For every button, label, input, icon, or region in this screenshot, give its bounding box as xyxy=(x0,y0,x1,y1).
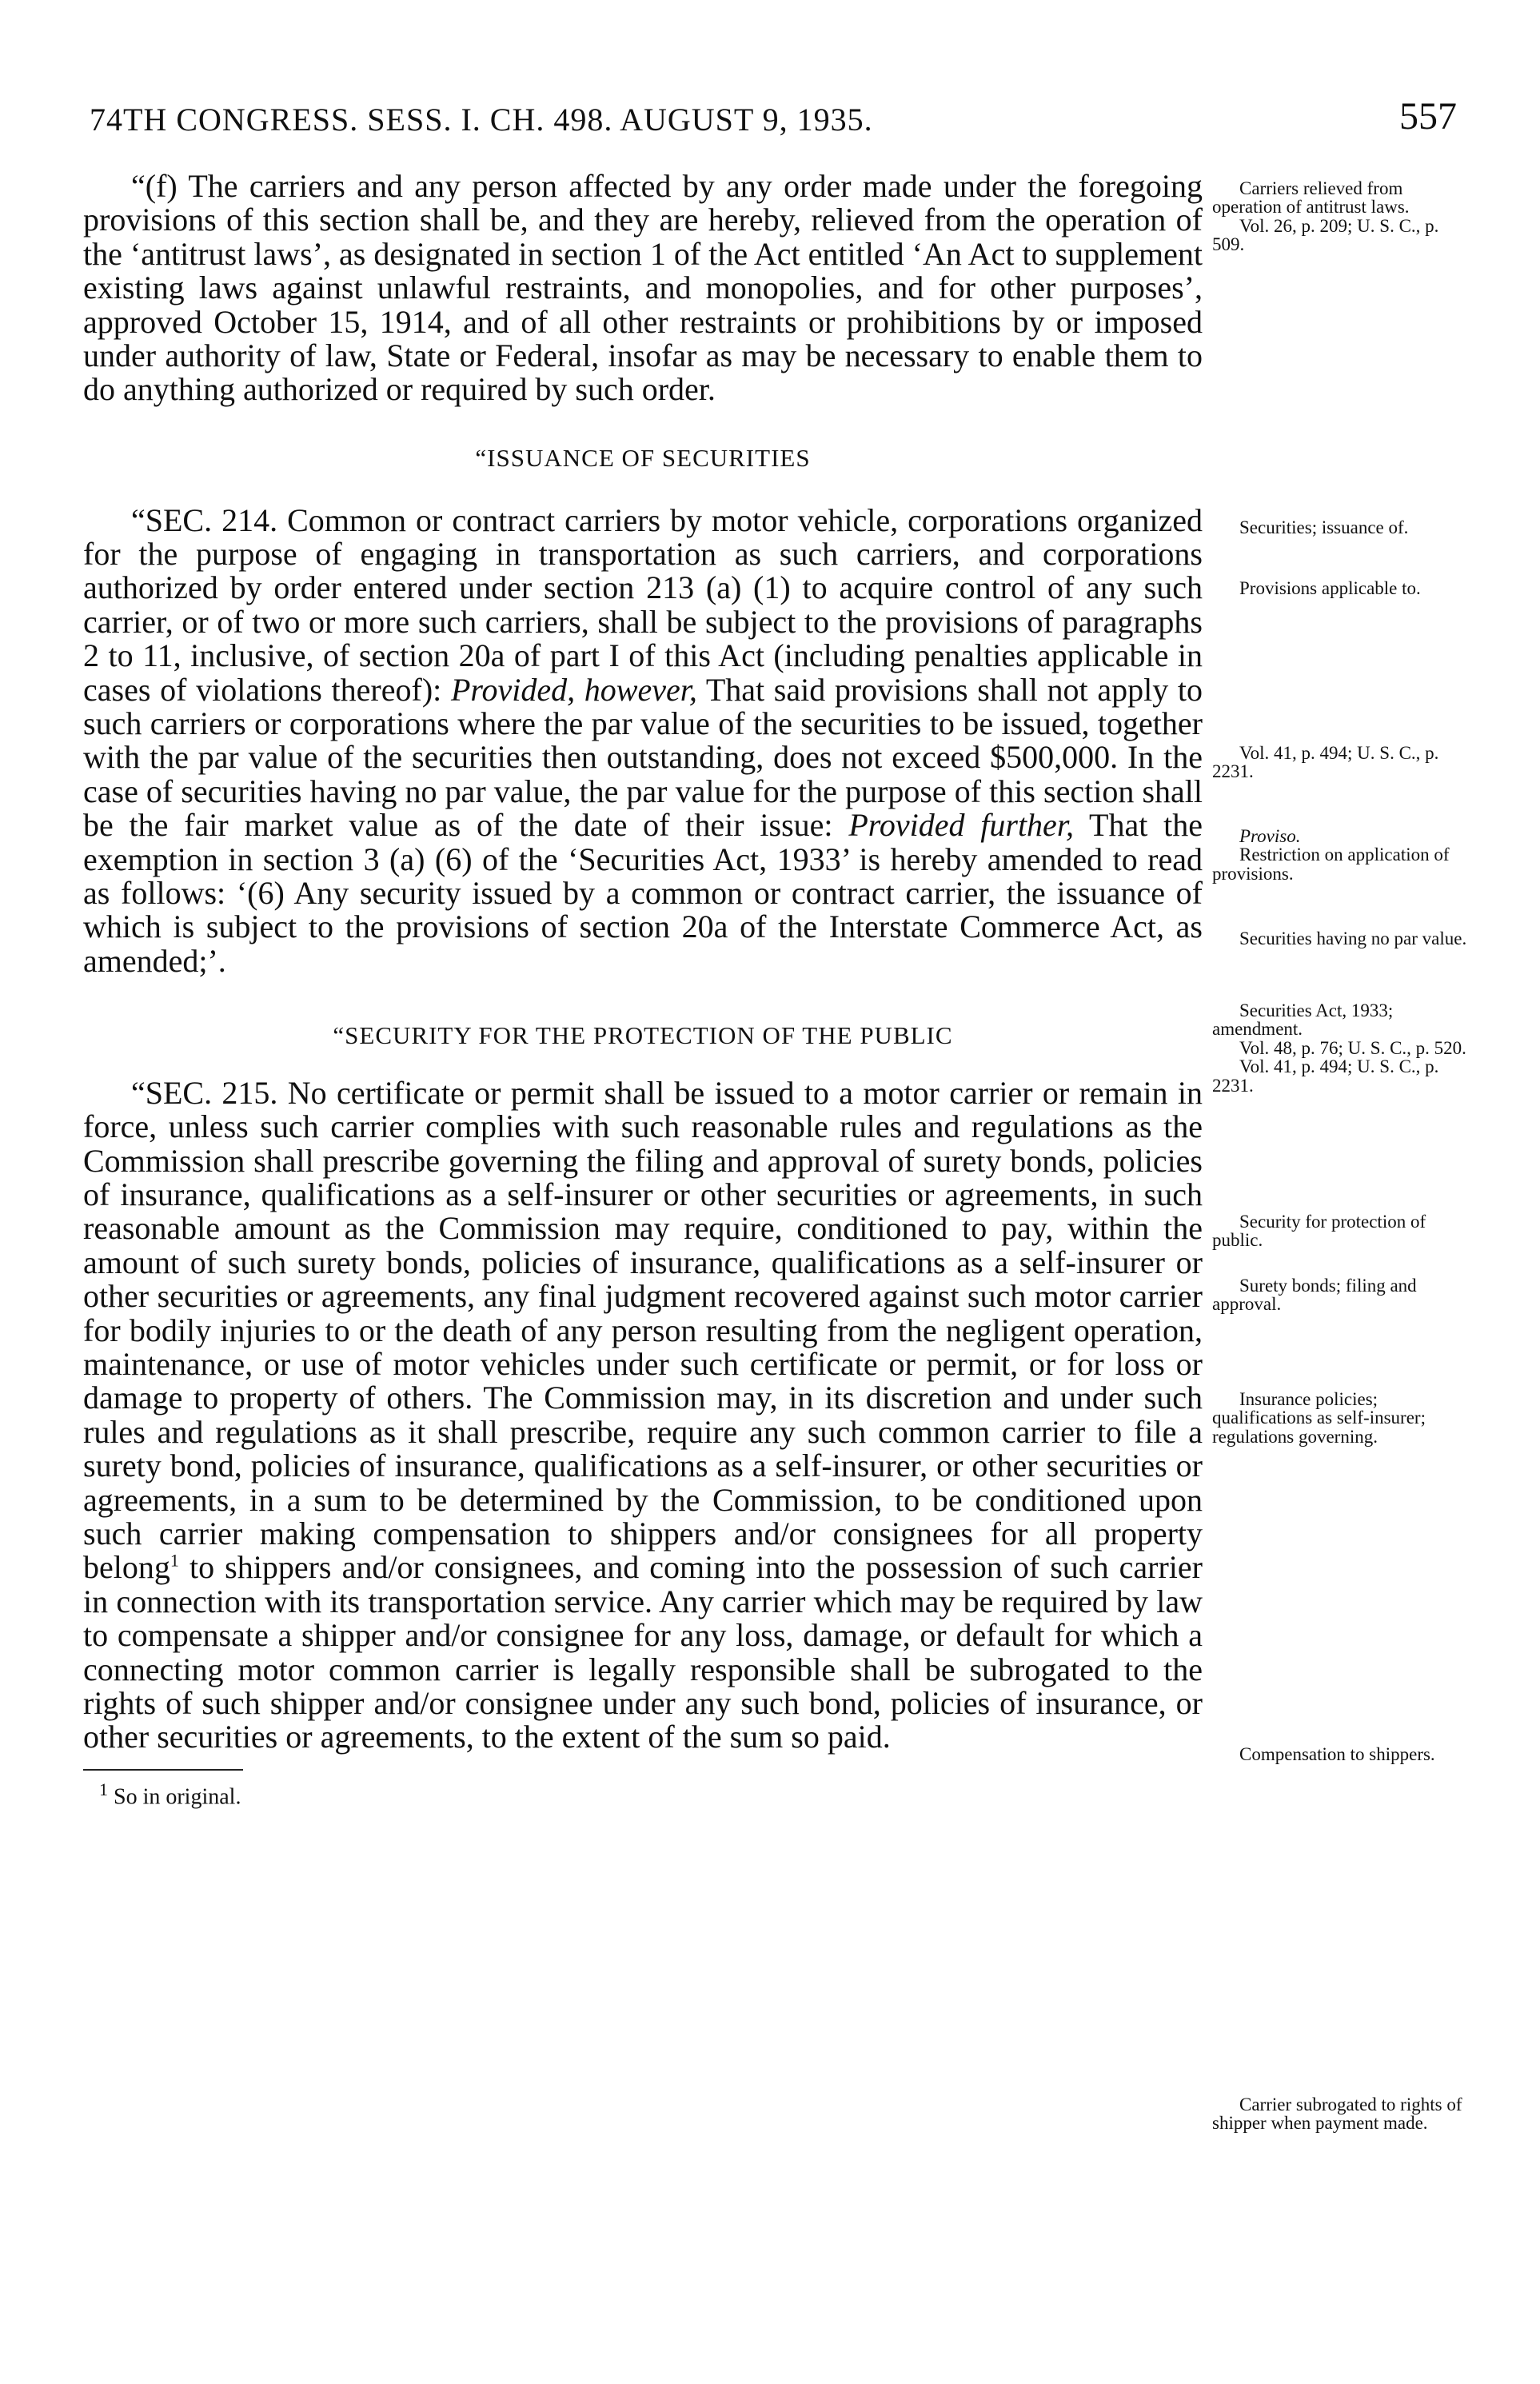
margin-note-reference: Vol. 41, p. 494; U. S. C., p. 2231. xyxy=(1212,1056,1439,1096)
margin-note-reference: Vol. 48, p. 76; U. S. C., p. 520. xyxy=(1239,1037,1466,1058)
margin-note-reference: Vol. 41, p. 494; U. S. C., p. 2231. xyxy=(1212,743,1439,782)
paragraph-f: “(f) The carriers and any person affected by any order made under the foregoing provisions of this section shall be, and they are hereby, relieved from the operation of the ‘antitrust laws’, as designated in section 1 of the Act entitled ‘An Act to supplement existing laws against unlawful restraints, and monopolies, and for other purposes’, approved October 15, 1914, and of all other restraints or prohibitions by or imposed under authority of law, State or Federal, insofar as may be necessary to enable them to do anything authorized or required by such order. xyxy=(83,168,1203,408)
page-header xyxy=(90,90,1457,146)
margin-note-text: Insurance policies; qualifications as self-insurer; regulations governing. xyxy=(1212,1389,1426,1447)
margin-note-text: Securities; issuance of. xyxy=(1239,517,1409,537)
section-215-text-1: “SEC. 215. No certificate or permit shall be issued to a motor carrier or remain in force, unless such carrier complies with such reasonable rules and regulations as the Commission shall prescribe governing the filing and approval of surety bonds, policies of insurance, qualifications as a self-insurer or other securities or agreements, in such reasonable amount as the Commission may require, conditioned to pay, within the amount of such surety bonds, policies of insurance, qualifications as a self-insurer or other securities or agreements, any final judgment recovered against such motor carrier for bodily injuries to or the death of any person resulting from the negligent operation, maintenance, or use of motor vehicles under such certificate or permit, or for loss or damage to property of others. The Commission may, in its discretion and under such rules and regulations as it shall prescribe, require any such common carrier to file a surety bond, policies of insurance, qualifications as a self-insurer, or other securities or agreements, in a sum to be determined by the Commission, to be conditioned upon such carrier making compensation to shippers and/or consignees for all property belong xyxy=(83,1074,1203,1586)
footnote-reference: 1 xyxy=(170,1551,179,1571)
footnote-text: So in original. xyxy=(108,1784,241,1810)
margin-note-proviso-label: Proviso. xyxy=(1239,826,1301,846)
margin-note-reference: Vol. 26, p. 209; U. S. C., p. 509. xyxy=(1212,215,1439,255)
margin-note-securities-issuance xyxy=(1212,518,1468,537)
margin-note-compensation xyxy=(1212,1745,1468,1763)
margin-note-proviso xyxy=(1212,827,1468,883)
margin-note-no-par xyxy=(1212,929,1468,948)
footnote xyxy=(83,1780,1203,1809)
margin-note-vol41 xyxy=(1212,744,1468,781)
section-215-text-2: to shippers and/or consignees, and coming into the possession of such carrier in connection with its transportation service. Any carrier which may be required by law to compensate a shipper and/or consignee for any loss, damage, or default for which a connecting motor common carrier is legally responsible shall be subrogated to the rights of such shipper and/or consignee under any such bond, policies of insurance, or other securities or agreements, to the extent of the sum so paid. xyxy=(83,1549,1203,1755)
section-214-text-1: “SEC. 214. Common or contract carriers by motor vehicle, corporations organized for the purpose of engaging in transportation as such carriers, and corporations authorized by order entered under section 213 (a) (1) to acquire control of any such carrier, or of two or more such carriers, shall be subject to the provisions of paragraphs 2 to 11, inclusive, of section 20a of part I of this Act (including penalties applicable in cases of violations thereof): xyxy=(83,501,1203,708)
heading-issuance-of-securities: “ISSUANCE OF SECURITIES xyxy=(475,443,811,472)
proviso-further: Provided further, xyxy=(848,807,1074,844)
margin-note-text: Securities having no par value. xyxy=(1239,928,1467,948)
margin-note-carriers-relieved xyxy=(1212,179,1468,254)
footnote-divider xyxy=(83,1769,243,1771)
margin-note-securities-act xyxy=(1212,1001,1468,1095)
margin-note-text: Surety bonds; filing and approval. xyxy=(1212,1276,1417,1315)
margin-note-security-protection xyxy=(1212,1212,1468,1250)
section-214-text-2: That said provisions shall not apply to such carriers or corporations where the par value of the securities to be issued, together with the par value of the securities then outstanding, does not exceed $500,000. In the case of securities having no par value, the par value for the purpose of this section shall be the fair market value as of the date of their issue: xyxy=(83,671,1203,844)
margin-note-insurance-policies xyxy=(1212,1390,1468,1446)
footnote-number: 1 xyxy=(99,1779,108,1799)
main-text-column xyxy=(83,170,1203,1809)
margin-note-text: Carriers relieved from operation of antitrust laws. xyxy=(1212,178,1410,218)
running-head: 74TH CONGRESS. SESS. I. CH. 498. AUGUST 9, 1935. xyxy=(90,102,873,138)
margin-note-provisions-applicable xyxy=(1212,579,1468,597)
margin-note-subrogated xyxy=(1212,2095,1468,2133)
section-214 xyxy=(83,501,1203,979)
margin-note-text: Carrier subrogated to rights of shipper when payment made. xyxy=(1212,2094,1462,2134)
page-number: 557 xyxy=(1399,95,1457,138)
heading-security-for-protection: “SECURITY FOR THE PROTECTION OF THE PUBLIC xyxy=(333,1021,953,1050)
section-215 xyxy=(83,1076,1203,1755)
margin-note-surety-bonds xyxy=(1212,1276,1468,1314)
margin-note-text: Provisions applicable to. xyxy=(1239,578,1421,598)
proviso-however: Provided, however, xyxy=(450,671,697,708)
margin-note-text: Restriction on application of provisions. xyxy=(1212,845,1450,884)
margin-note-text: Security for protection of public. xyxy=(1212,1212,1426,1251)
margin-note-text: Compensation to shippers. xyxy=(1239,1744,1435,1764)
section-214-text-3: That the exemption in section 3 (a) (6) of the ‘Securities Act, 1933’ is hereby amended to read as follows: ‘(6) Any security issued by a common or contract carrier, the issuance of which is subject to the provisions of section 20a of the Interstate Commerce Act, as amended;’. xyxy=(83,807,1203,979)
margin-note-text: Securities Act, 1933; amendment. xyxy=(1212,1000,1394,1040)
